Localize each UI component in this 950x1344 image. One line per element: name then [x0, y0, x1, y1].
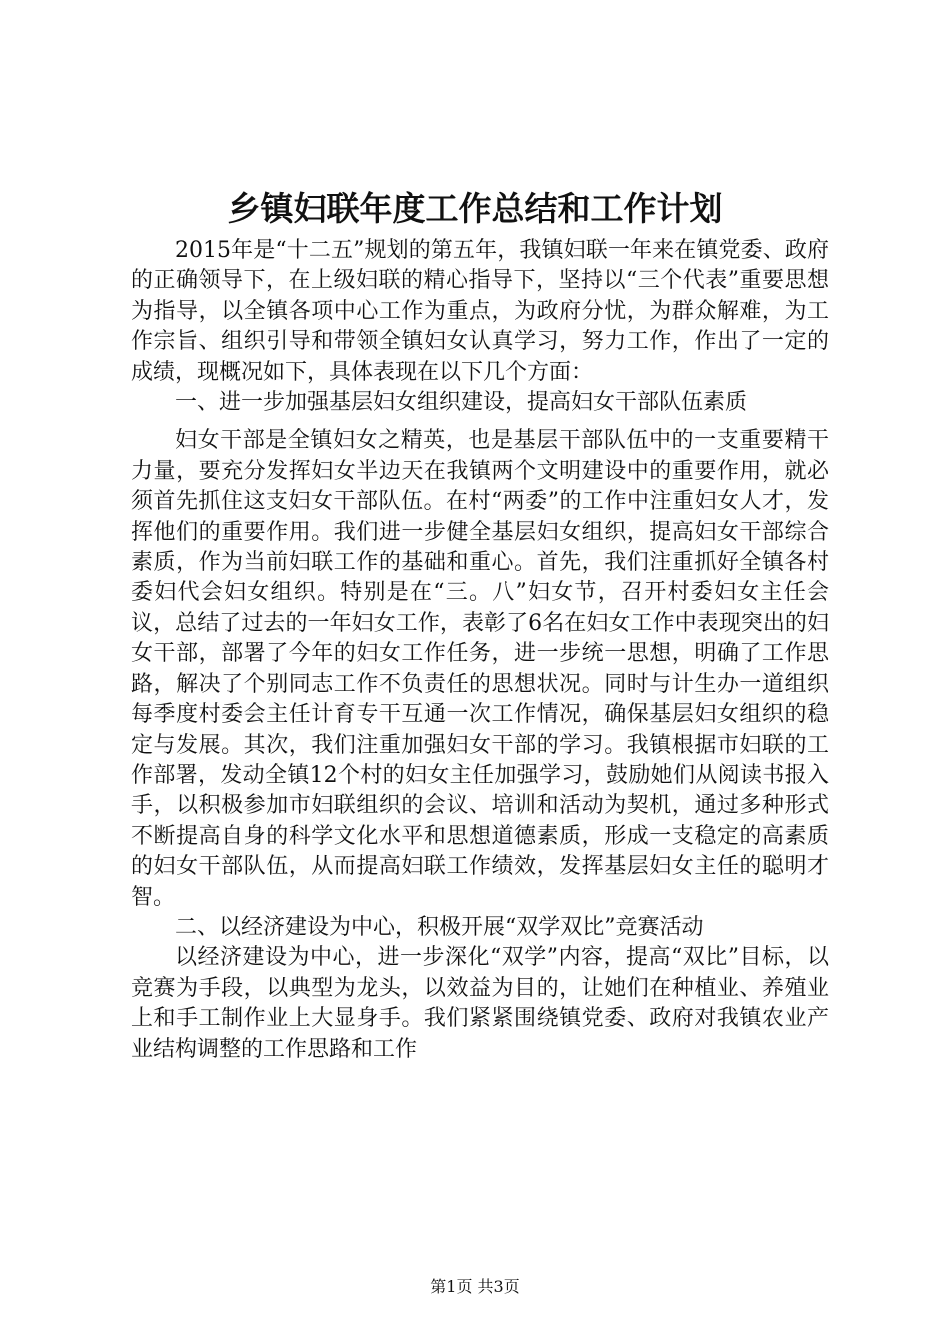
section-2-paragraph: 以经济建设为中心，进一步深化“双学”内容，提高“双比”目标，以竞赛为手段，以典型为龙头，以效益为目的，让她们在种植业、养殖业上和手工制作业上大显身手。我们紧紧围绕镇党委、政府对我镇农业产业结构调整的工作思路和工作 [131, 945, 829, 1062]
document-title: 乡镇妇联年度工作总结和工作计划 [227, 189, 723, 228]
page-footer: 第1页 共3页 [430, 1277, 520, 1296]
section-1-paragraph: 妇女干部是全镇妇女之精英，也是基层干部队伍中的一支重要精干力量，要充分发挥妇女半边天在我镇两个文明建设中的重要作用，就必须首先抓住这支妇女干部队伍。在村“两委”的工作中注重妇女人才，发挥他们的重要作用。我们进一步健全基层妇女组织，提高妇女干部综合素质，作为当前妇联工作的基础和重心。首先，我们注重抓好全镇各村委妇代会妇女组织。特别是在“三。八”妇女节，召开村委妇女主任会议，总结了过去的一年妇女工作，表彰了6名在妇女工作中表现突出的妇女干部，部署了今年的妇女工作任务，进一步统一思想，明确了工作思路，解决了个别同志工作不负责任的思想状况。同时与计生办一道组织每季度村委会主任计育专干互通一次工作情况，确保基层妇女组织的稳定与发展。其次，我们注重加强妇女干部的学习。我镇根据市妇联的工作部署，发动全镇12个村的妇女主任加强学习，鼓励她们从阅读书报入手，以积极参加市妇联组织的会议、培训和活动为契机，通过多种形式不断提高自身的科学文化水平和思想道德素质，形成一支稳定的高素质的妇女干部队伍，从而提高妇联工作绩效，发挥基层妇女主任的聪明才智。 [131, 428, 829, 910]
intro-paragraph: 2015年是“十二五”规划的第五年，我镇妇联一年来在镇党委、政府的正确领导下，在上级妇联的精心指导下，坚持以“三个代表”重要思想为指导，以全镇各项中心工作为重点，为政府分忧，为群众解难，为工作宗旨、组织引导和带领全镇妇女认真学习，努力工作，作出了一定的成绩，现概况如下，具体表现在以下几个方面： [131, 238, 829, 385]
section-heading-1: 一、进一步加强基层妇女组织建设，提高妇女干部队伍素质 [175, 390, 748, 416]
document-body [131, 236, 829, 1065]
section-heading-2: 二、以经济建设为中心，积极开展“双学双比”竞赛活动 [175, 914, 704, 940]
